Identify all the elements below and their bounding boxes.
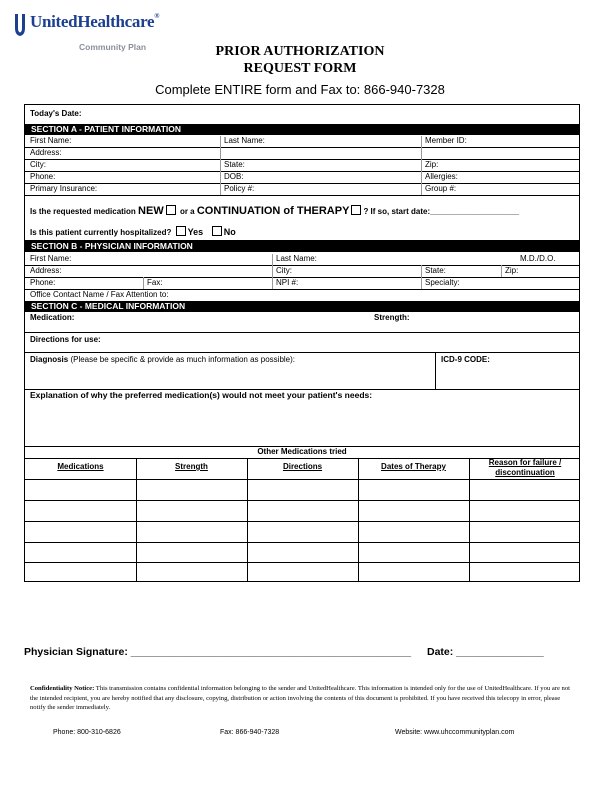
section-c-header: SECTION C - MEDICAL INFORMATION <box>25 301 579 312</box>
col-dates-header: Dates of Therapy <box>381 462 446 471</box>
brand-subtitle: Community Plan <box>79 42 147 52</box>
patient-city-field[interactable]: City: <box>30 160 46 169</box>
section-a-header: SECTION A - PATIENT INFORMATION <box>25 124 579 135</box>
explanation-field[interactable]: Explanation of why the preferred medication(s) would not meet your patient's needs: <box>30 390 373 400</box>
continuation-checkbox[interactable] <box>351 205 361 215</box>
footer-fax: Fax: 866-940-7328 <box>220 729 280 736</box>
col-medications-header: Medications <box>57 462 104 471</box>
strength-field[interactable]: Strength: <box>374 313 410 322</box>
table-row[interactable] <box>25 479 579 500</box>
todays-date-label[interactable]: Today's Date: <box>30 109 82 118</box>
signature-date-field[interactable]: Date: _______________ <box>427 646 544 658</box>
medication-field[interactable]: Medication: <box>30 313 75 322</box>
directions-field[interactable]: Directions for use: <box>30 335 101 344</box>
specialty-field[interactable]: Specialty: <box>425 278 460 287</box>
table-row[interactable] <box>25 562 579 582</box>
table-row[interactable] <box>25 542 579 562</box>
patient-first-name-field[interactable]: First Name: <box>30 136 72 145</box>
footer-website[interactable]: Website: www.uhccommunityplan.com <box>395 729 515 736</box>
patient-zip-field[interactable]: Zip: <box>425 160 439 169</box>
table-row[interactable] <box>25 500 579 521</box>
other-medications-title: Other Medications tried <box>257 447 347 456</box>
section-b-header: SECTION B - PHYSICIAN INFORMATION <box>25 240 579 252</box>
patient-dob-field[interactable]: DOB: <box>224 172 244 181</box>
physician-last-name-field[interactable]: Last Name: <box>276 254 317 263</box>
office-contact-field[interactable]: Office Contact Name / Fax Attention to: <box>30 290 169 299</box>
table-row[interactable] <box>25 521 579 542</box>
form-title: PRIOR AUTHORIZATION <box>215 44 385 59</box>
member-id-field[interactable]: Member ID: <box>425 136 467 145</box>
physician-state-field[interactable]: State: <box>425 266 446 275</box>
physician-zip-field[interactable]: Zip: <box>505 266 519 275</box>
new-or-continuation-question: Is the requested medication NEW or a CONTINUATION of THERAPY ? If so, start date:____________________ <box>30 205 520 217</box>
prior-auth-form <box>24 104 580 582</box>
new-checkbox[interactable] <box>166 205 176 215</box>
physician-signature-field[interactable]: Physician Signature: ________________________________________________ <box>24 646 412 658</box>
diagnosis-field[interactable]: Diagnosis (Please be specific & provide as much information as possible): <box>30 355 296 364</box>
hospitalized-yes-checkbox[interactable] <box>176 226 186 236</box>
form-title-line2: REQUEST FORM <box>243 61 357 76</box>
hospitalized-question: Is this patient currently hospitalized? Yes No <box>30 227 236 237</box>
physician-city-field[interactable]: City: <box>276 266 292 275</box>
patient-address-field[interactable]: Address: <box>30 148 62 157</box>
brand-logo: UnitedHealthcare® <box>30 12 160 31</box>
col-directions-header: Directions <box>282 462 323 471</box>
physician-fax-field[interactable]: Fax: <box>147 278 163 287</box>
form-subtitle: Complete ENTIRE form and Fax to: 866-940-7328 <box>155 82 445 97</box>
icd9-code-field[interactable]: ICD-9 CODE: <box>441 355 490 364</box>
npi-field[interactable]: NPI #: <box>276 278 299 287</box>
uhc-logo-icon <box>13 12 27 38</box>
col-strength-header: Strength <box>175 462 208 471</box>
patient-allergies-field[interactable]: Allergies: <box>425 172 458 181</box>
patient-state-field[interactable]: State: <box>224 160 245 169</box>
primary-insurance-field[interactable]: Primary Insurance: <box>30 184 98 193</box>
physician-phone-field[interactable]: Phone: <box>30 278 56 287</box>
md-do-label[interactable]: M.D./D.O. <box>520 254 556 263</box>
patient-last-name-field[interactable]: Last Name: <box>224 136 265 145</box>
group-number-field[interactable]: Group #: <box>425 184 457 193</box>
confidentiality-notice: Confidentiality Notice: This transmission contains confidential information belonging to the sender and UnitedHealthcare. This information is intended only for the use of UnitedHealthcare. If you are not the intended recipient, you are hereby notified that any disclosure, copying, distribution or action involving the contents of this document is prohibited. If you have received this telecopy in error, please notify the sender immediately. <box>30 685 570 711</box>
physician-first-name-field[interactable]: First Name: <box>30 254 72 263</box>
footer-phone: Phone: 800-310-6826 <box>53 729 121 736</box>
hospitalized-no-checkbox[interactable] <box>212 226 222 236</box>
physician-address-field[interactable]: Address: <box>30 266 62 275</box>
patient-phone-field[interactable]: Phone: <box>30 172 56 181</box>
policy-number-field[interactable]: Policy #: <box>224 184 255 193</box>
col-reason-header: Reason for failure / discontinuation <box>488 458 562 477</box>
